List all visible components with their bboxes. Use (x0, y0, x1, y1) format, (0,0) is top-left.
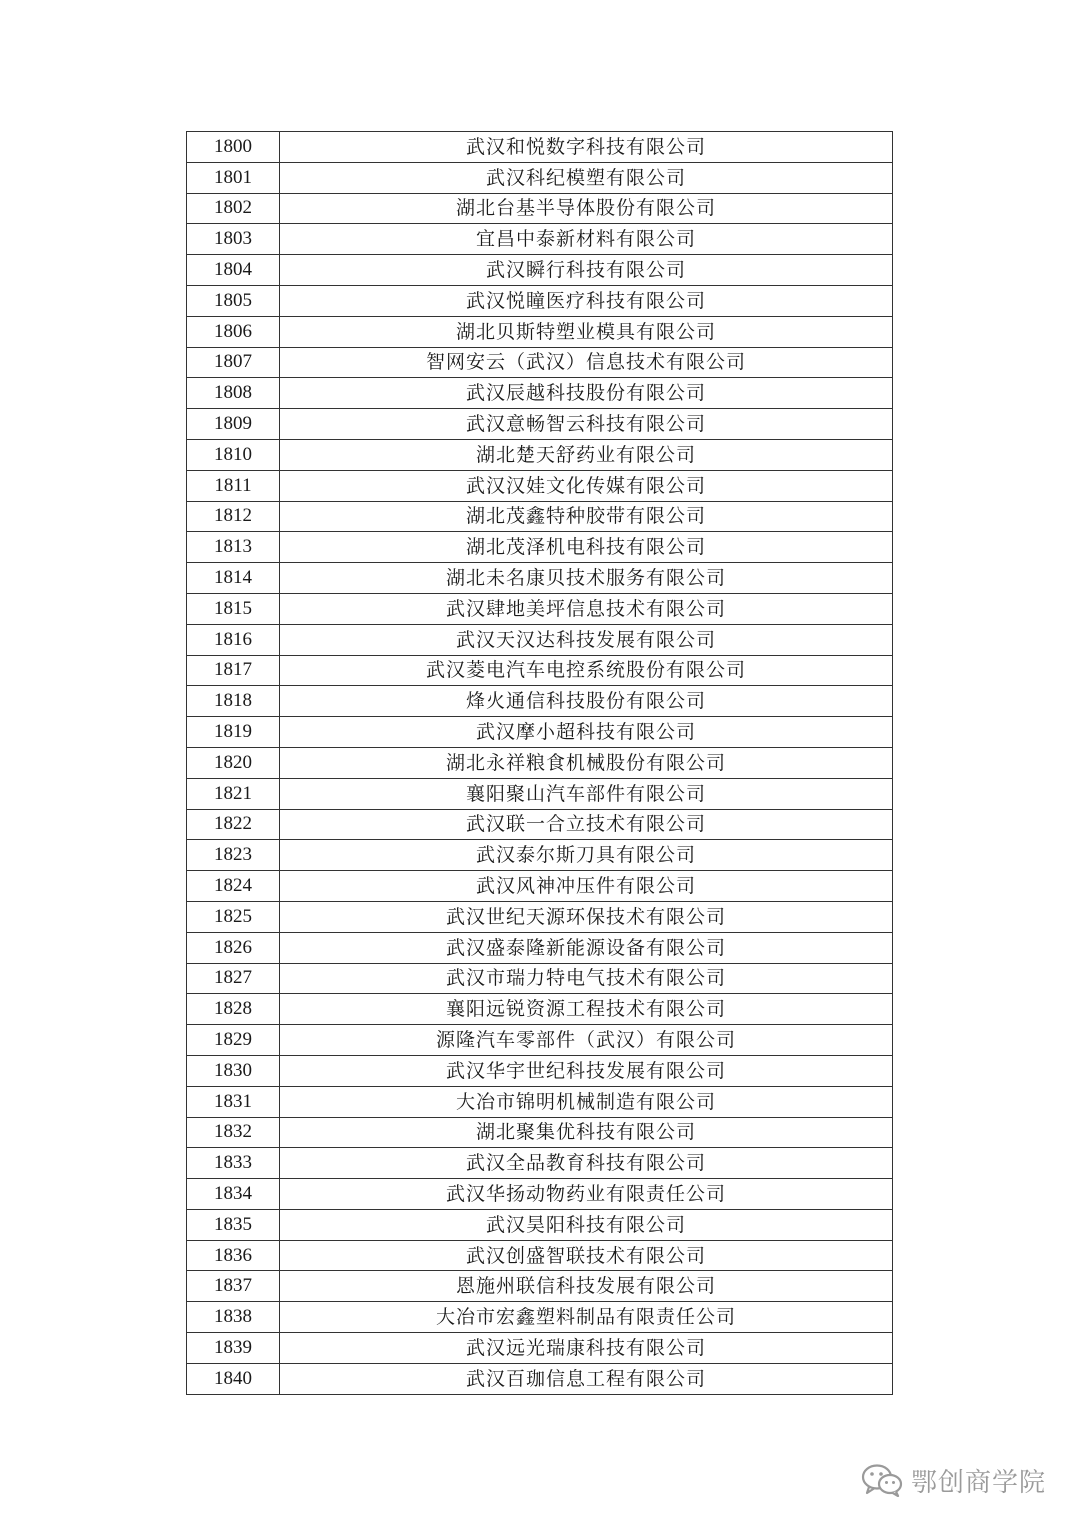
table-row (187, 316, 893, 347)
table-row (187, 932, 893, 963)
table-row (187, 285, 893, 316)
row-number: 1816 (187, 624, 280, 655)
table-row (187, 1179, 893, 1210)
table-row (187, 747, 893, 778)
company-name: 武汉华扬动物药业有限责任公司 (280, 1179, 893, 1210)
table-row (187, 1117, 893, 1148)
table-row (187, 778, 893, 809)
wechat-icon (861, 1463, 903, 1497)
company-name: 烽火通信科技股份有限公司 (280, 686, 893, 717)
row-number: 1800 (187, 132, 280, 163)
company-name: 湖北台基半导体股份有限公司 (280, 193, 893, 224)
row-number: 1821 (187, 778, 280, 809)
company-name: 武汉创盛智联技术有限公司 (280, 1240, 893, 1271)
company-name: 武汉市瑞力特电气技术有限公司 (280, 963, 893, 994)
row-number: 1834 (187, 1179, 280, 1210)
company-name: 武汉世纪天源环保技术有限公司 (280, 901, 893, 932)
table-row (187, 470, 893, 501)
watermark-text: 鄂创商学院 (910, 1467, 1046, 1498)
row-number: 1828 (187, 994, 280, 1025)
row-number: 1813 (187, 532, 280, 563)
row-number: 1836 (187, 1240, 280, 1271)
row-number: 1831 (187, 1086, 280, 1117)
company-name: 源隆汽车零部件（武汉）有限公司 (280, 1025, 893, 1056)
row-number: 1830 (187, 1055, 280, 1086)
company-name: 武汉肆地美坪信息技术有限公司 (280, 593, 893, 624)
table-row (187, 409, 893, 440)
row-number: 1809 (187, 409, 280, 440)
row-number: 1802 (187, 193, 280, 224)
table-row (187, 809, 893, 840)
row-number: 1812 (187, 501, 280, 532)
company-name: 湖北未名康贝技术服务有限公司 (280, 563, 893, 594)
watermark (861, 1460, 1046, 1500)
table-row (187, 655, 893, 686)
row-number: 1804 (187, 255, 280, 286)
row-number: 1807 (187, 347, 280, 378)
table-row (187, 193, 893, 224)
company-name: 湖北聚集优科技有限公司 (280, 1117, 893, 1148)
company-name: 武汉天汉达科技发展有限公司 (280, 624, 893, 655)
table-row (187, 1148, 893, 1179)
company-name: 武汉昊阳科技有限公司 (280, 1209, 893, 1240)
table-row (187, 1333, 893, 1364)
company-name: 武汉悦瞳医疗科技有限公司 (280, 285, 893, 316)
company-list-body (187, 132, 893, 1395)
table-row (187, 1363, 893, 1394)
company-name: 武汉汉娃文化传媒有限公司 (280, 470, 893, 501)
table-row (187, 347, 893, 378)
company-name: 武汉菱电汽车电控系统股份有限公司 (280, 655, 893, 686)
company-name: 湖北茂鑫特种胶带有限公司 (280, 501, 893, 532)
company-name: 宜昌中泰新材料有限公司 (280, 224, 893, 255)
company-list-table (186, 131, 893, 1395)
row-number: 1838 (187, 1302, 280, 1333)
company-name: 襄阳聚山汽车部件有限公司 (280, 778, 893, 809)
company-name: 武汉远光瑞康科技有限公司 (280, 1333, 893, 1364)
row-number: 1829 (187, 1025, 280, 1056)
row-number: 1837 (187, 1271, 280, 1302)
company-name: 襄阳远锐资源工程技术有限公司 (280, 994, 893, 1025)
row-number: 1817 (187, 655, 280, 686)
table-row (187, 1271, 893, 1302)
company-name: 武汉盛泰隆新能源设备有限公司 (280, 932, 893, 963)
company-name: 武汉联一合立技术有限公司 (280, 809, 893, 840)
row-number: 1815 (187, 593, 280, 624)
table-row (187, 501, 893, 532)
table-row (187, 994, 893, 1025)
company-name: 武汉辰越科技股份有限公司 (280, 378, 893, 409)
row-number: 1801 (187, 162, 280, 193)
row-number: 1819 (187, 717, 280, 748)
table-row (187, 717, 893, 748)
row-number: 1835 (187, 1209, 280, 1240)
row-number: 1814 (187, 563, 280, 594)
table-row (187, 1086, 893, 1117)
row-number: 1805 (187, 285, 280, 316)
company-name: 武汉全品教育科技有限公司 (280, 1148, 893, 1179)
row-number: 1811 (187, 470, 280, 501)
row-number: 1822 (187, 809, 280, 840)
company-name: 湖北楚天舒药业有限公司 (280, 439, 893, 470)
row-number: 1832 (187, 1117, 280, 1148)
company-name: 武汉风神冲压件有限公司 (280, 871, 893, 902)
table-row (187, 378, 893, 409)
table-row (187, 840, 893, 871)
table-row (187, 1025, 893, 1056)
row-number: 1839 (187, 1333, 280, 1364)
company-name: 武汉和悦数字科技有限公司 (280, 132, 893, 163)
table-row (187, 255, 893, 286)
company-name: 湖北茂泽机电科技有限公司 (280, 532, 893, 563)
table-row (187, 532, 893, 563)
company-name: 恩施州联信科技发展有限公司 (280, 1271, 893, 1302)
table-row (187, 563, 893, 594)
table-row (187, 1209, 893, 1240)
company-name: 武汉意畅智云科技有限公司 (280, 409, 893, 440)
row-number: 1824 (187, 871, 280, 902)
row-number: 1806 (187, 316, 280, 347)
row-number: 1825 (187, 901, 280, 932)
table-row (187, 439, 893, 470)
table-row (187, 871, 893, 902)
company-name: 智网安云（武汉）信息技术有限公司 (280, 347, 893, 378)
company-name: 大冶市锦明机械制造有限公司 (280, 1086, 893, 1117)
table-row (187, 162, 893, 193)
company-name: 武汉泰尔斯刀具有限公司 (280, 840, 893, 871)
row-number: 1820 (187, 747, 280, 778)
company-name: 湖北贝斯特塑业模具有限公司 (280, 316, 893, 347)
row-number: 1833 (187, 1148, 280, 1179)
company-name: 武汉摩小超科技有限公司 (280, 717, 893, 748)
table-row (187, 1240, 893, 1271)
company-name: 大冶市宏鑫塑料制品有限责任公司 (280, 1302, 893, 1333)
table-row (187, 224, 893, 255)
row-number: 1823 (187, 840, 280, 871)
row-number: 1818 (187, 686, 280, 717)
company-name: 武汉科纪模塑有限公司 (280, 162, 893, 193)
table-row (187, 1302, 893, 1333)
row-number: 1810 (187, 439, 280, 470)
company-name: 武汉华宇世纪科技发展有限公司 (280, 1055, 893, 1086)
table-row (187, 1055, 893, 1086)
row-number: 1840 (187, 1363, 280, 1394)
table-row (187, 132, 893, 163)
company-name: 湖北永祥粮食机械股份有限公司 (280, 747, 893, 778)
row-number: 1826 (187, 932, 280, 963)
table-row (187, 686, 893, 717)
row-number: 1808 (187, 378, 280, 409)
row-number: 1803 (187, 224, 280, 255)
table-row (187, 624, 893, 655)
company-name: 武汉瞬行科技有限公司 (280, 255, 893, 286)
table-row (187, 963, 893, 994)
row-number: 1827 (187, 963, 280, 994)
company-name: 武汉百珈信息工程有限公司 (280, 1363, 893, 1394)
table-row (187, 901, 893, 932)
table-row (187, 593, 893, 624)
